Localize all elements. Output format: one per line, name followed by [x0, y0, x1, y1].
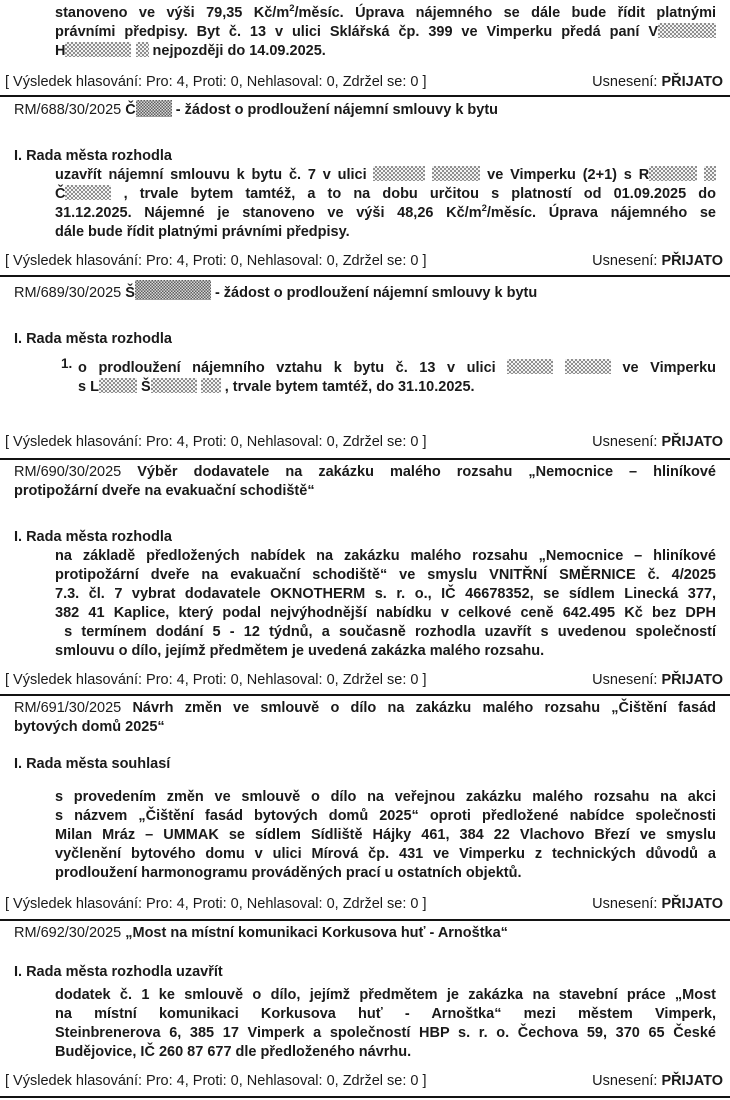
text-run: , trvale bytem tamtéž, a to na dobu určitou s platností od 01.09.2025 do — [111, 186, 716, 202]
vote-result-line — [5, 73, 723, 92]
text-line — [55, 986, 716, 1005]
redacted-text — [136, 100, 172, 117]
redacted-text — [65, 42, 131, 57]
vote-result: [ Výsledek hlasování: Pro: 4, Proti: 0, Nehlasoval: 0, Zdržel se: 0 ] — [5, 1073, 427, 1089]
resolution-status — [592, 73, 723, 92]
text-line — [55, 1024, 716, 1043]
text-run: ve Vimperku (2+1) s R — [480, 167, 650, 183]
redacted-text — [704, 166, 716, 181]
resolution-intro — [14, 755, 716, 774]
resolution-number: RM/689/30/2025 — [14, 285, 126, 301]
vote-result: [ Výsledek hlasování: Pro: 4, Proti: 0, Nehlasoval: 0, Zdržel se: 0 ] — [5, 74, 427, 90]
text-run: dodatek č. 1 ke smlouvě o dílo, jejímž předmětem je zakázka na stavební práce „Most — [55, 987, 716, 1003]
text-run: Milan Mráz – UMMAK se sídlem Sídliště Hájky 461, 384 22 Vlachovo Březí ve smyslu — [55, 827, 716, 843]
text-run: vyčlenění bytového domu v ulici Mírová čp. 431 ve Vimperku z technických důvodů a — [55, 846, 716, 862]
section-divider — [0, 275, 730, 277]
text-run: 7.3. čl. 7 vybrat dodavatele OKNOTHERM s. r. o., IČ 46678352, se sídlem Linecká 377, — [55, 586, 716, 602]
text-line — [55, 623, 716, 642]
text-line — [55, 223, 716, 242]
resolution-heading — [14, 463, 716, 501]
text-run: s L — [78, 379, 99, 395]
text-line — [14, 280, 716, 303]
vote-result-line — [5, 895, 723, 914]
text-run: - žádost o prodloužení nájemní smlouvy k bytu — [171, 102, 499, 118]
text-line — [78, 359, 716, 378]
status-label: Usnesení: — [592, 253, 662, 269]
section-rm-691 — [0, 699, 730, 921]
vote-result-line — [5, 1072, 723, 1091]
redacted-text — [136, 42, 149, 57]
section-divider — [0, 919, 730, 921]
text-run: Č — [125, 102, 136, 118]
text-run: I. Rada města rozhodla uzavřít — [14, 964, 223, 980]
text-run: Budějovice, IČ 260 87 677 dle předloženého návrhu. — [55, 1044, 412, 1060]
section-continuation — [0, 4, 730, 97]
text-run — [553, 360, 565, 376]
vote-result: [ Výsledek hlasování: Pro: 4, Proti: 0, Nehlasoval: 0, Zdržel se: 0 ] — [5, 896, 427, 912]
resolution-heading — [14, 280, 716, 303]
text-run: bytových domů 2025“ — [14, 719, 165, 735]
status-label: Usnesení: — [592, 434, 662, 450]
vote-result: [ Výsledek hlasování: Pro: 4, Proti: 0, Nehlasoval: 0, Zdržel se: 0 ] — [5, 253, 427, 269]
redacted-text — [658, 23, 716, 38]
text-line — [55, 585, 716, 604]
text-line — [55, 1043, 716, 1062]
section-divider — [0, 95, 730, 97]
redacted-text — [151, 378, 197, 393]
text-run: s názvem „Čištění fasád bytových domů 2025“ oproti předložené nabídce společnosti — [55, 808, 716, 824]
section-divider — [0, 694, 730, 696]
text-run: protipožární dveře na evakuační schodiště“ ve smyslu VNITŘNÍ SMĚRNICE č. 4/2025 — [55, 567, 716, 583]
text-run: I. Rada města rozhodla — [14, 529, 172, 545]
body-paragraph — [55, 788, 716, 883]
text-run: 382 41 Kaplice, který podal nejvýhodnější nabídku v celkové ceně 642.495 Kč bez DPH — [55, 605, 716, 621]
text-run: „Most na místní komunikaci Korkusova huť - Arnoštka“ — [125, 925, 508, 941]
text-run: 31.12.2025. Nájemné je stanoveno ve výši 48,26 Kč/m — [55, 205, 482, 221]
text-line — [14, 482, 716, 501]
resolution-number: RM/692/30/2025 — [14, 925, 126, 941]
text-line — [55, 642, 716, 661]
section-divider — [0, 458, 730, 460]
section-rm-690 — [0, 463, 730, 696]
vote-result-line — [5, 252, 723, 271]
redacted-text — [201, 378, 221, 393]
text-run: Výběr dodavatele na zakázku malého rozsahu „Nemocnice – hliníkové — [137, 464, 716, 480]
list-number: 1. — [61, 356, 73, 371]
text-run: Š — [125, 285, 135, 301]
resolution-heading — [14, 100, 716, 120]
text-line — [14, 147, 716, 166]
text-run: protipožární dveře na evakuační schodiště“ — [14, 483, 315, 499]
body-paragraph — [55, 166, 716, 242]
text-run: smlouvu o dílo, jejímž předmětem je uvedená zakázka malého rozsahu. — [55, 643, 545, 659]
text-line — [55, 845, 716, 864]
text-line — [55, 204, 716, 223]
resolution-status — [592, 1072, 723, 1091]
text-line — [55, 185, 716, 204]
resolution-intro — [14, 330, 716, 349]
redacted-text — [649, 166, 697, 181]
text-line — [55, 4, 716, 23]
status-value: PŘIJATO — [661, 1073, 723, 1089]
text-run: /měsíc. Úprava nájemného se — [486, 205, 716, 221]
text-line — [14, 924, 716, 943]
text-run: dále bude řídit platnými právními předpisy. — [55, 224, 350, 240]
redacted-text — [432, 166, 480, 181]
text-run: o prodloužení nájemního vztahu k bytu č. 13 v ulici — [78, 360, 508, 376]
text-run: s termínem dodání 5 - 12 týdnů, a současně rozhodla uzavřít s uvedenou společností — [55, 624, 716, 640]
text-run: na místní komunikaci Korkusova huť - Arnoštka“ mezi městem Vimperk, — [55, 1006, 716, 1022]
status-label: Usnesení: — [592, 1073, 662, 1089]
text-run: , trvale bytem tamtéž, do 31.10.2025. — [220, 379, 475, 395]
resolution-status — [592, 671, 723, 690]
section-rm-688 — [0, 100, 730, 277]
text-line — [14, 528, 716, 547]
text-line — [55, 807, 716, 826]
text-line — [55, 864, 716, 883]
redacted-text — [99, 378, 137, 393]
section-divider — [0, 1096, 730, 1098]
body-paragraph — [55, 4, 716, 61]
text-run: I. Rada města rozhodla — [14, 331, 172, 347]
text-line — [55, 42, 716, 61]
text-run — [425, 167, 432, 183]
text-run: Š — [136, 379, 151, 395]
resolution-intro — [14, 963, 716, 982]
status-label: Usnesení: — [592, 672, 662, 688]
text-line — [55, 604, 716, 623]
text-run: uzavřít nájemní smlouvu k bytu č. 7 v ulici — [55, 167, 374, 183]
text-line — [14, 699, 716, 718]
text-line — [55, 826, 716, 845]
redacted-text — [65, 185, 111, 200]
numbered-item — [61, 356, 716, 397]
text-line — [55, 1005, 716, 1024]
text-line — [55, 566, 716, 585]
status-value: PŘIJATO — [661, 253, 723, 269]
text-line — [14, 963, 716, 982]
superscript: 2 — [289, 3, 295, 15]
redacted-text — [507, 359, 553, 374]
text-line — [55, 547, 716, 566]
text-line — [55, 23, 716, 42]
vote-result: [ Výsledek hlasování: Pro: 4, Proti: 0, Nehlasoval: 0, Zdržel se: 0 ] — [5, 672, 427, 688]
resolution-heading — [14, 924, 716, 943]
text-run: ve Vimperku — [610, 360, 716, 376]
section-rm-689 — [0, 280, 730, 460]
resolution-intro — [14, 147, 716, 166]
vote-result-line — [5, 433, 723, 452]
text-line — [14, 100, 716, 120]
text-run: I. Rada města souhlasí — [14, 756, 171, 772]
status-value: PŘIJATO — [661, 672, 723, 688]
text-line — [14, 330, 716, 349]
text-run: H — [55, 43, 66, 59]
text-run: - žádost o prodloužení nájemní smlouvy k bytu — [210, 285, 538, 301]
resolution-number: RM/691/30/2025 — [14, 700, 133, 716]
text-line — [14, 718, 716, 737]
resolution-number: RM/688/30/2025 — [14, 102, 126, 118]
text-run: právními předpisy. Byt č. 13 v ulici Sklářská čp. 399 ve Vimperku předá paní V — [55, 24, 658, 40]
text-line — [55, 788, 716, 807]
redacted-text — [135, 280, 211, 300]
redacted-text — [373, 166, 425, 181]
text-line — [55, 166, 716, 185]
resolution-number: RM/690/30/2025 — [14, 464, 138, 480]
status-label: Usnesení: — [592, 74, 662, 90]
resolution-status — [592, 895, 723, 914]
text-line — [14, 755, 716, 774]
resolution-status — [592, 433, 723, 452]
text-run — [697, 167, 704, 183]
status-value: PŘIJATO — [661, 896, 723, 912]
text-run: Č — [55, 186, 66, 202]
redacted-text — [565, 359, 611, 374]
superscript: 2 — [481, 203, 487, 215]
resolution-status — [592, 252, 723, 271]
text-run: na základě předložených nabídek na zakázku malého rozsahu „Nemocnice – hliníkové — [55, 548, 716, 564]
section-rm-692 — [0, 924, 730, 1098]
text-run: Steinbrenerova 6, 385 17 Vimperk a společností HBP s. r. o. Čechova 59, 370 65 České — [55, 1025, 716, 1041]
text-run: stanoveno ve výši 79,35 Kč/m — [55, 5, 290, 21]
resolution-heading — [14, 699, 716, 737]
text-run: s provedením změn ve smlouvě o dílo na veřejnou zakázku malého rozsahu na akci — [55, 789, 716, 805]
text-run: I. Rada města rozhodla — [14, 148, 172, 164]
text-run: /měsíc. Úprava nájemného se dále bude řídit platnými — [294, 5, 716, 21]
text-run: Návrh změn ve smlouvě o dílo na zakázku malého rozsahu „Čištění fasád — [132, 700, 716, 716]
vote-result: [ Výsledek hlasování: Pro: 4, Proti: 0, Nehlasoval: 0, Zdržel se: 0 ] — [5, 434, 427, 450]
status-value: PŘIJATO — [661, 74, 723, 90]
status-label: Usnesení: — [592, 896, 662, 912]
status-value: PŘIJATO — [661, 434, 723, 450]
text-line — [14, 463, 716, 482]
text-run: prodloužení harmonogramu prováděných prací u ostatních objektů. — [55, 865, 522, 881]
text-line — [78, 378, 716, 397]
body-paragraph — [55, 986, 716, 1062]
vote-result-line — [5, 671, 723, 690]
body-paragraph — [55, 547, 716, 661]
text-run: nejpozději do 14.09.2025. — [148, 43, 326, 59]
resolution-intro — [14, 528, 716, 547]
